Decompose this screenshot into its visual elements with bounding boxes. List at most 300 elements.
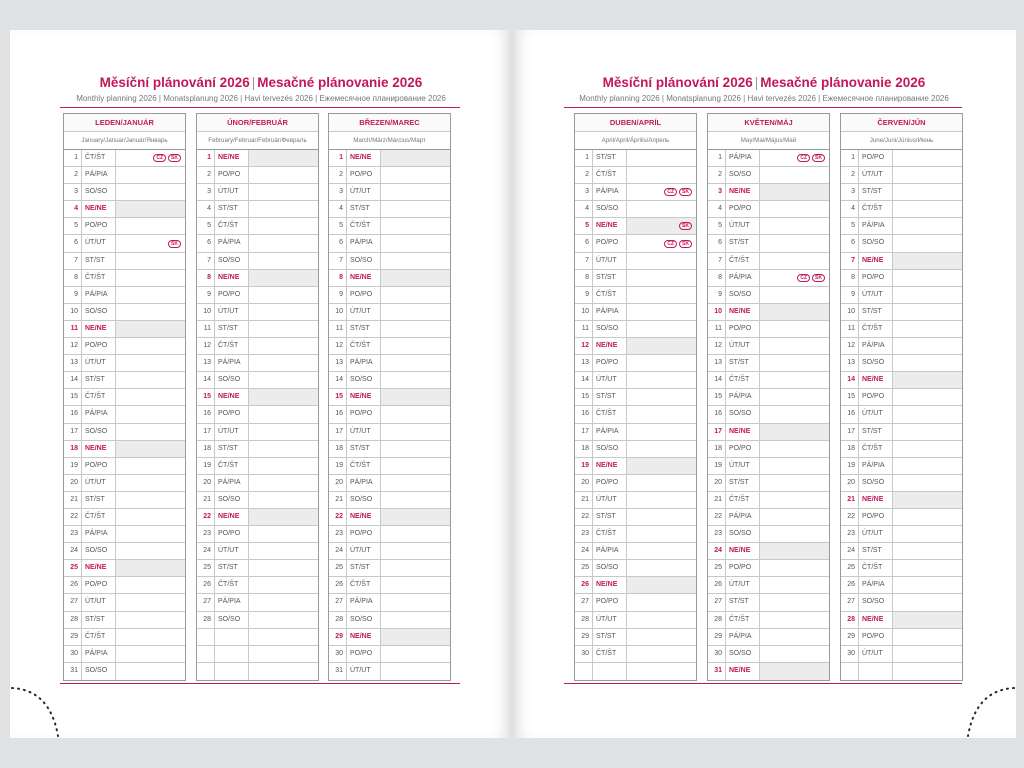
day-row	[64, 594, 185, 611]
day-row	[64, 475, 185, 492]
day-note-field[interactable]	[760, 167, 829, 183]
day-note-field[interactable]	[893, 304, 962, 320]
day-note-field[interactable]	[116, 201, 185, 217]
day-note-field[interactable]	[893, 612, 962, 628]
day-abbrev: ÚT/UT	[593, 372, 627, 388]
day-abbrev: ÚT/UT	[859, 526, 893, 542]
day-row	[575, 218, 696, 235]
bottom-rule	[60, 683, 460, 684]
day-note-field[interactable]	[116, 424, 185, 440]
day-note-field[interactable]	[381, 406, 450, 422]
day-row	[575, 338, 696, 355]
day-abbrev: PÁ/PIA	[859, 577, 893, 593]
day-note-field[interactable]	[627, 218, 696, 234]
day-row	[197, 167, 318, 184]
day-number: 27	[329, 594, 347, 610]
day-note-field[interactable]	[116, 235, 185, 251]
day-note-field[interactable]	[893, 441, 962, 457]
day-number: 10	[329, 304, 347, 320]
day-row	[64, 577, 185, 594]
day-number: 28	[708, 612, 726, 628]
day-note-field[interactable]	[381, 184, 450, 200]
day-note-field[interactable]	[893, 389, 962, 405]
day-abbrev: NE/NE	[726, 304, 760, 320]
day-note-field[interactable]	[893, 526, 962, 542]
day-note-field[interactable]	[116, 406, 185, 422]
day-note-field[interactable]	[381, 201, 450, 217]
day-note-field[interactable]	[627, 543, 696, 559]
day-number: 6	[841, 235, 859, 251]
day-note-field[interactable]	[893, 253, 962, 269]
day-row	[64, 338, 185, 355]
day-note-field[interactable]	[627, 663, 696, 680]
day-note-field[interactable]	[760, 646, 829, 662]
day-row	[708, 458, 829, 475]
day-note-field[interactable]	[116, 218, 185, 234]
day-abbrev: SO/SO	[347, 253, 381, 269]
day-note-field[interactable]	[893, 355, 962, 371]
day-note-field[interactable]	[760, 287, 829, 303]
day-note-field[interactable]	[116, 372, 185, 388]
day-note-field[interactable]	[116, 663, 185, 680]
day-row	[841, 235, 962, 252]
day-note-field[interactable]	[893, 577, 962, 593]
day-note-field[interactable]	[760, 458, 829, 474]
day-abbrev: PÁ/PIA	[82, 526, 116, 542]
day-note-field[interactable]	[249, 663, 318, 680]
day-note-field[interactable]	[116, 304, 185, 320]
day-number: 15	[575, 389, 593, 405]
day-note-field[interactable]	[249, 218, 318, 234]
day-note-field[interactable]	[760, 475, 829, 491]
day-note-field[interactable]	[116, 526, 185, 542]
page-title: Měsíční plánování 2026 | Mesačné plánovanie 2026	[602, 75, 926, 90]
day-note-field[interactable]	[627, 321, 696, 337]
day-row	[64, 406, 185, 423]
day-note-field[interactable]	[627, 406, 696, 422]
day-row	[329, 287, 450, 304]
day-note-field[interactable]	[893, 475, 962, 491]
day-note-field[interactable]	[893, 509, 962, 525]
day-abbrev: PÁ/PIA	[347, 594, 381, 610]
day-note-field[interactable]	[381, 287, 450, 303]
day-note-field[interactable]	[249, 235, 318, 251]
day-number: 2	[841, 167, 859, 183]
day-note-field[interactable]	[627, 509, 696, 525]
day-note-field[interactable]	[249, 184, 318, 200]
day-row	[64, 270, 185, 287]
day-note-field[interactable]	[381, 492, 450, 508]
day-note-field[interactable]	[760, 218, 829, 234]
day-note-field[interactable]	[116, 560, 185, 576]
day-note-field[interactable]	[893, 424, 962, 440]
day-abbrev: ČT/ŠT	[82, 389, 116, 405]
day-note-field[interactable]	[116, 150, 185, 166]
day-note-field[interactable]	[627, 594, 696, 610]
day-row	[64, 458, 185, 475]
day-row	[329, 270, 450, 287]
day-note-field[interactable]	[249, 594, 318, 610]
day-note-field[interactable]	[760, 663, 829, 680]
day-note-field[interactable]	[381, 389, 450, 405]
day-note-field[interactable]	[627, 458, 696, 474]
day-note-field[interactable]	[760, 594, 829, 610]
day-abbrev	[215, 646, 249, 662]
day-note-field[interactable]	[116, 355, 185, 371]
day-abbrev: NE/NE	[593, 577, 627, 593]
day-note-field[interactable]	[249, 304, 318, 320]
day-note-field[interactable]	[893, 270, 962, 286]
day-note-field[interactable]	[381, 150, 450, 166]
day-note-field[interactable]	[760, 509, 829, 525]
day-note-field[interactable]	[627, 167, 696, 183]
day-abbrev: ČT/ŠT	[82, 629, 116, 645]
day-note-field[interactable]	[381, 612, 450, 628]
month-name: BŘEZEN/MAREC	[329, 114, 450, 132]
day-number: 18	[708, 441, 726, 457]
day-note-field[interactable]	[760, 629, 829, 645]
day-number: 6	[329, 235, 347, 251]
day-note-field[interactable]	[627, 201, 696, 217]
day-note-field[interactable]	[116, 577, 185, 593]
day-row	[841, 509, 962, 526]
day-number: 1	[841, 150, 859, 166]
day-note-field[interactable]	[381, 646, 450, 662]
day-note-field[interactable]	[381, 577, 450, 593]
day-note-field[interactable]	[760, 492, 829, 508]
day-note-field[interactable]	[381, 458, 450, 474]
day-note-field[interactable]	[893, 201, 962, 217]
day-note-field[interactable]	[627, 526, 696, 542]
day-note-field[interactable]	[627, 629, 696, 645]
day-row	[841, 543, 962, 560]
day-abbrev: PO/PO	[347, 526, 381, 542]
day-row	[64, 218, 185, 235]
day-abbrev	[215, 663, 249, 680]
day-note-field[interactable]	[116, 441, 185, 457]
day-abbrev: ST/ST	[347, 201, 381, 217]
day-note-field[interactable]	[381, 509, 450, 525]
day-note-field[interactable]	[381, 475, 450, 491]
day-note-field[interactable]	[627, 424, 696, 440]
day-note-field[interactable]	[893, 184, 962, 200]
day-note-field[interactable]	[760, 543, 829, 559]
day-row	[708, 235, 829, 252]
day-number: 7	[841, 253, 859, 269]
day-row	[197, 338, 318, 355]
day-row	[575, 560, 696, 577]
day-number: 7	[197, 253, 215, 269]
day-note-field[interactable]	[116, 543, 185, 559]
day-note-field[interactable]	[760, 389, 829, 405]
day-abbrev: SO/SO	[726, 167, 760, 183]
day-note-field[interactable]	[893, 150, 962, 166]
day-note-field[interactable]	[760, 270, 829, 286]
day-number: 22	[197, 509, 215, 525]
day-row	[841, 321, 962, 338]
day-note-field[interactable]	[249, 646, 318, 662]
day-row	[197, 509, 318, 526]
day-note-field[interactable]	[627, 184, 696, 200]
day-note-field[interactable]	[381, 424, 450, 440]
day-note-field[interactable]	[893, 372, 962, 388]
day-row	[64, 372, 185, 389]
day-note-field[interactable]	[893, 594, 962, 610]
day-note-field[interactable]	[893, 321, 962, 337]
day-note-field[interactable]	[249, 287, 318, 303]
day-number: 8	[197, 270, 215, 286]
day-note-field[interactable]	[116, 594, 185, 610]
day-note-field[interactable]	[381, 372, 450, 388]
day-row	[575, 663, 696, 680]
day-row	[841, 201, 962, 218]
day-note-field[interactable]	[116, 321, 185, 337]
day-abbrev: PÁ/PIA	[82, 287, 116, 303]
day-note-field[interactable]	[249, 509, 318, 525]
day-note-field[interactable]	[381, 663, 450, 680]
day-note-field[interactable]	[760, 560, 829, 576]
day-note-field[interactable]	[893, 560, 962, 576]
day-note-field[interactable]	[627, 253, 696, 269]
day-note-field[interactable]	[116, 270, 185, 286]
day-number: 1	[197, 150, 215, 166]
day-abbrev: ČT/ŠT	[593, 287, 627, 303]
title-cz: Měsíční plánování 2026	[602, 75, 753, 90]
day-abbrev: PO/PO	[215, 167, 249, 183]
day-note-field[interactable]	[381, 560, 450, 576]
day-note-field[interactable]	[760, 235, 829, 251]
day-note-field[interactable]	[627, 475, 696, 491]
day-note-field[interactable]	[381, 235, 450, 251]
day-row	[329, 201, 450, 218]
day-note-field[interactable]	[627, 441, 696, 457]
day-note-field[interactable]	[760, 612, 829, 628]
day-note-field[interactable]	[116, 338, 185, 354]
day-note-field[interactable]	[627, 372, 696, 388]
day-note-field[interactable]	[627, 355, 696, 371]
day-note-field[interactable]	[116, 629, 185, 645]
day-number: 10	[575, 304, 593, 320]
day-note-field[interactable]	[627, 389, 696, 405]
day-note-field[interactable]	[249, 629, 318, 645]
day-row	[708, 167, 829, 184]
day-note-field[interactable]	[116, 492, 185, 508]
day-number: 6	[575, 235, 593, 251]
day-row	[708, 629, 829, 646]
day-note-field[interactable]	[760, 441, 829, 457]
day-note-field[interactable]	[116, 389, 185, 405]
day-note-field[interactable]	[249, 167, 318, 183]
day-note-field[interactable]	[760, 338, 829, 354]
day-note-field[interactable]	[627, 577, 696, 593]
day-note-field[interactable]	[381, 270, 450, 286]
day-abbrev: SO/SO	[859, 594, 893, 610]
day-number: 13	[64, 355, 82, 371]
day-note-field[interactable]	[116, 287, 185, 303]
day-note-field[interactable]	[760, 577, 829, 593]
day-note-field[interactable]	[381, 218, 450, 234]
day-note-field[interactable]	[627, 150, 696, 166]
day-note-field[interactable]	[627, 612, 696, 628]
day-note-field[interactable]	[627, 338, 696, 354]
day-note-field[interactable]	[116, 253, 185, 269]
holiday-badge-icon: CZ	[153, 154, 166, 162]
day-number: 30	[575, 646, 593, 662]
day-note-field[interactable]	[249, 458, 318, 474]
day-note-field[interactable]	[893, 629, 962, 645]
day-note-field[interactable]	[627, 304, 696, 320]
day-abbrev: NE/NE	[347, 509, 381, 525]
day-note-field[interactable]	[116, 167, 185, 183]
day-note-field[interactable]	[381, 355, 450, 371]
day-note-field[interactable]	[627, 270, 696, 286]
day-abbrev: NE/NE	[726, 663, 760, 680]
title-sk: Mesačné plánovanie 2026	[760, 75, 926, 90]
day-note-field[interactable]	[893, 338, 962, 354]
day-note-field[interactable]	[627, 235, 696, 251]
day-note-field[interactable]	[249, 253, 318, 269]
day-note-field[interactable]	[381, 338, 450, 354]
day-note-field[interactable]	[760, 304, 829, 320]
day-note-field[interactable]	[249, 338, 318, 354]
day-note-field[interactable]	[893, 235, 962, 251]
day-note-field[interactable]	[381, 629, 450, 645]
day-abbrev: SO/SO	[347, 612, 381, 628]
day-abbrev: ČT/ŠT	[82, 270, 116, 286]
day-abbrev: SO/SO	[215, 492, 249, 508]
day-note-field[interactable]	[627, 560, 696, 576]
day-note-field[interactable]	[249, 372, 318, 388]
day-note-field[interactable]	[760, 201, 829, 217]
day-number: 15	[197, 389, 215, 405]
day-number: 11	[708, 321, 726, 337]
day-row	[329, 338, 450, 355]
day-note-field[interactable]	[249, 270, 318, 286]
day-note-field[interactable]	[627, 646, 696, 662]
day-note-field[interactable]	[249, 441, 318, 457]
day-number: 5	[841, 218, 859, 234]
day-abbrev: SO/SO	[593, 560, 627, 576]
day-note-field[interactable]	[381, 594, 450, 610]
day-note-field[interactable]	[760, 372, 829, 388]
day-note-field[interactable]	[893, 646, 962, 662]
day-number: 14	[708, 372, 726, 388]
day-number: 11	[575, 321, 593, 337]
day-abbrev	[593, 663, 627, 680]
day-number: 7	[329, 253, 347, 269]
day-note-field[interactable]	[249, 201, 318, 217]
day-abbrev: ST/ST	[82, 612, 116, 628]
day-abbrev: NE/NE	[726, 424, 760, 440]
day-abbrev: ČT/ŠT	[347, 577, 381, 593]
day-note-field[interactable]	[893, 167, 962, 183]
day-note-field[interactable]	[249, 560, 318, 576]
day-note-field[interactable]	[249, 389, 318, 405]
day-note-field[interactable]	[381, 441, 450, 457]
day-note-field[interactable]	[760, 253, 829, 269]
day-number: 4	[329, 201, 347, 217]
day-note-field[interactable]	[116, 646, 185, 662]
day-note-field[interactable]	[893, 218, 962, 234]
day-note-field[interactable]	[116, 458, 185, 474]
day-note-field[interactable]	[249, 475, 318, 491]
day-note-field[interactable]	[381, 253, 450, 269]
dotted-arc-decoration	[956, 680, 1016, 740]
day-note-field[interactable]	[760, 355, 829, 371]
day-note-field[interactable]	[381, 543, 450, 559]
day-row	[197, 406, 318, 423]
day-note-field[interactable]	[116, 184, 185, 200]
day-row	[575, 253, 696, 270]
day-note-field[interactable]	[893, 287, 962, 303]
day-number: 23	[708, 526, 726, 542]
day-number: 12	[64, 338, 82, 354]
day-note-field[interactable]	[249, 526, 318, 542]
day-note-field[interactable]	[249, 543, 318, 559]
day-note-field[interactable]	[893, 543, 962, 559]
page-title: Měsíční plánování 2026 | Mesačné plánovanie 2026	[99, 75, 423, 90]
day-note-field[interactable]	[249, 577, 318, 593]
day-note-field[interactable]	[760, 150, 829, 166]
day-note-field[interactable]	[249, 321, 318, 337]
day-row	[575, 594, 696, 611]
day-note-field[interactable]	[249, 612, 318, 628]
day-number: 12	[841, 338, 859, 354]
day-note-field[interactable]	[381, 526, 450, 542]
day-row	[841, 389, 962, 406]
day-abbrev	[859, 663, 893, 680]
day-abbrev: ČT/ŠT	[859, 560, 893, 576]
day-note-field[interactable]	[760, 526, 829, 542]
day-note-field[interactable]	[760, 424, 829, 440]
day-row	[329, 253, 450, 270]
day-note-field[interactable]	[760, 406, 829, 422]
day-note-field[interactable]	[249, 492, 318, 508]
day-number: 10	[708, 304, 726, 320]
day-note-field[interactable]	[116, 509, 185, 525]
day-note-field[interactable]	[116, 612, 185, 628]
day-note-field[interactable]	[249, 424, 318, 440]
day-number: 7	[575, 253, 593, 269]
day-abbrev: PÁ/PIA	[215, 235, 249, 251]
day-abbrev: PO/PO	[82, 458, 116, 474]
day-row	[841, 441, 962, 458]
day-note-field[interactable]	[249, 406, 318, 422]
day-note-field[interactable]	[893, 406, 962, 422]
day-number: 25	[329, 560, 347, 576]
day-note-field[interactable]	[893, 458, 962, 474]
day-note-field[interactable]	[381, 321, 450, 337]
day-note-field[interactable]	[249, 355, 318, 371]
day-note-field[interactable]	[381, 167, 450, 183]
day-row	[329, 492, 450, 509]
day-note-field[interactable]	[116, 475, 185, 491]
day-note-field[interactable]	[627, 287, 696, 303]
day-note-field[interactable]	[627, 492, 696, 508]
dotted-arc-decoration	[10, 680, 70, 740]
day-abbrev: ÚT/UT	[593, 253, 627, 269]
day-note-field[interactable]	[760, 321, 829, 337]
holiday-badge-icon: SK	[168, 154, 181, 162]
day-note-field[interactable]	[381, 304, 450, 320]
day-number: 4	[64, 201, 82, 217]
day-abbrev: NE/NE	[215, 270, 249, 286]
day-number: 24	[841, 543, 859, 559]
day-note-field[interactable]	[893, 663, 962, 680]
day-note-field[interactable]	[249, 150, 318, 166]
day-note-field[interactable]	[893, 492, 962, 508]
day-note-field[interactable]	[760, 184, 829, 200]
